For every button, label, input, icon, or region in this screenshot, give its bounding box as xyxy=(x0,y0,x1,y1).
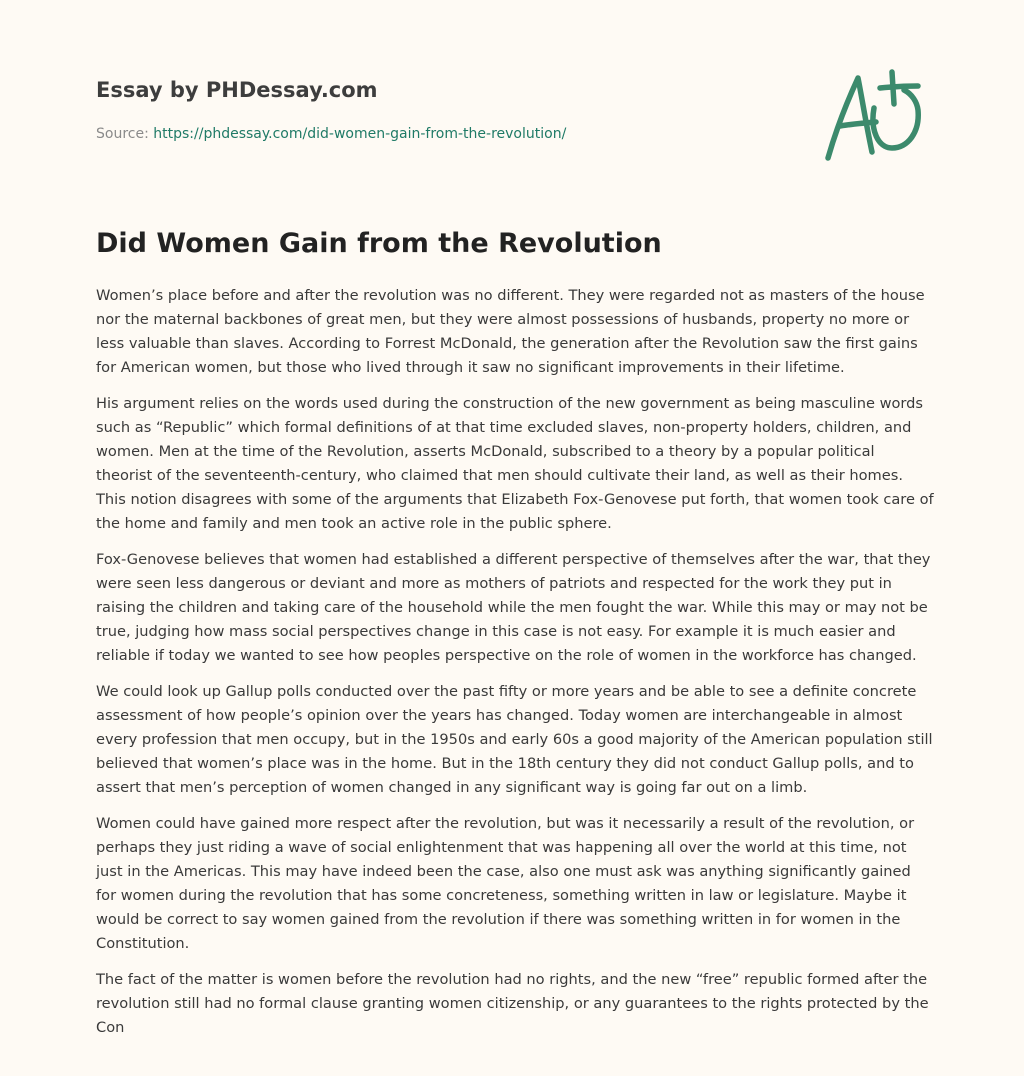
essay-paragraph: Fox-Genovese believes that women had established a different perspective of themselves after the war, that they were seen less dangerous or deviant and more as mothers of patriots and respected for the work they put in raising the children and taking care of the household while the men fought the war. While this may or may not be true, judging how mass social perspectives change in this case is not easy. For example it is much easier and reliable if today we wanted to see how peoples perspective on the role of women in the workforce has changed. xyxy=(96,551,931,664)
essay-header xyxy=(96,76,816,144)
brand-title: Essay by PHDessay.com xyxy=(96,78,378,102)
essay-paragraph: Women could have gained more respect after the revolution, but was it necessarily a result of the revolution, or perhaps they just riding a wave of social enlightenment that was happening all over the world at this time, not just in the Americas. This may have indeed been the case, also one must ask was anything significantly gained for women during the revolution that has some concreteness, something written in law or legislature. Maybe it would be correct to say women gained from the revolution if there was something written in for women in the Constitution. xyxy=(96,815,915,952)
essay-title: Did Women Gain from the Revolution xyxy=(96,228,662,259)
source-link[interactable]: https://phdessay.com/did-women-gain-from-the-revolution/ xyxy=(153,126,567,142)
essay-paragraph: His argument relies on the words used during the construction of the new government as being masculine words such as “Republic” which formal definitions of at that time excluded slaves, non-property holders, children, and women. Men at the time of the Revolution, asserts McDonald, subscribed to a theory by a popular political theorist of the seventeenth-century, who claimed that men should cultivate their land, as well as their homes. This notion disagrees with some of the arguments that Elizabeth Fox-Genovese put forth, that women took care of the home and family and men took an active role in the public sphere. xyxy=(96,395,934,532)
essay-paragraph: Women’s place before and after the revolution was no different. They were regarded not as masters of the house nor the maternal backbones of great men, but they were almost possessions of husbands, property no more or less valuable than slaves. According to Forrest McDonald, the generation after the Revolution saw the first gains for American women, but those who lived through it saw no significant improvements in their lifetime. xyxy=(96,287,925,376)
essay-paragraph: We could look up Gallup polls conducted over the past fifty or more years and be able to see a definite concrete assessment of how people’s opinion over the years has changed. Today women are interchangeable in almost every profession that men occupy, but in the 1950s and early 60s a good majority of the American population still believed that women’s place was in the home. But in the 18th century they did not conduct Gallup polls, and to assert that men’s perception of women changed in any significant way is going far out on a limb. xyxy=(96,683,933,796)
essay-paragraph: The fact of the matter is women before the revolution had no rights, and the new “free” republic formed after the revolution still had no formal clause granting women citizenship, or any guarantees to the rights protected by the Con xyxy=(96,971,929,1036)
essay-body xyxy=(96,284,934,1052)
source-label: Source: xyxy=(96,126,154,142)
source-line xyxy=(96,124,816,144)
a-plus-logo-icon xyxy=(822,68,926,164)
